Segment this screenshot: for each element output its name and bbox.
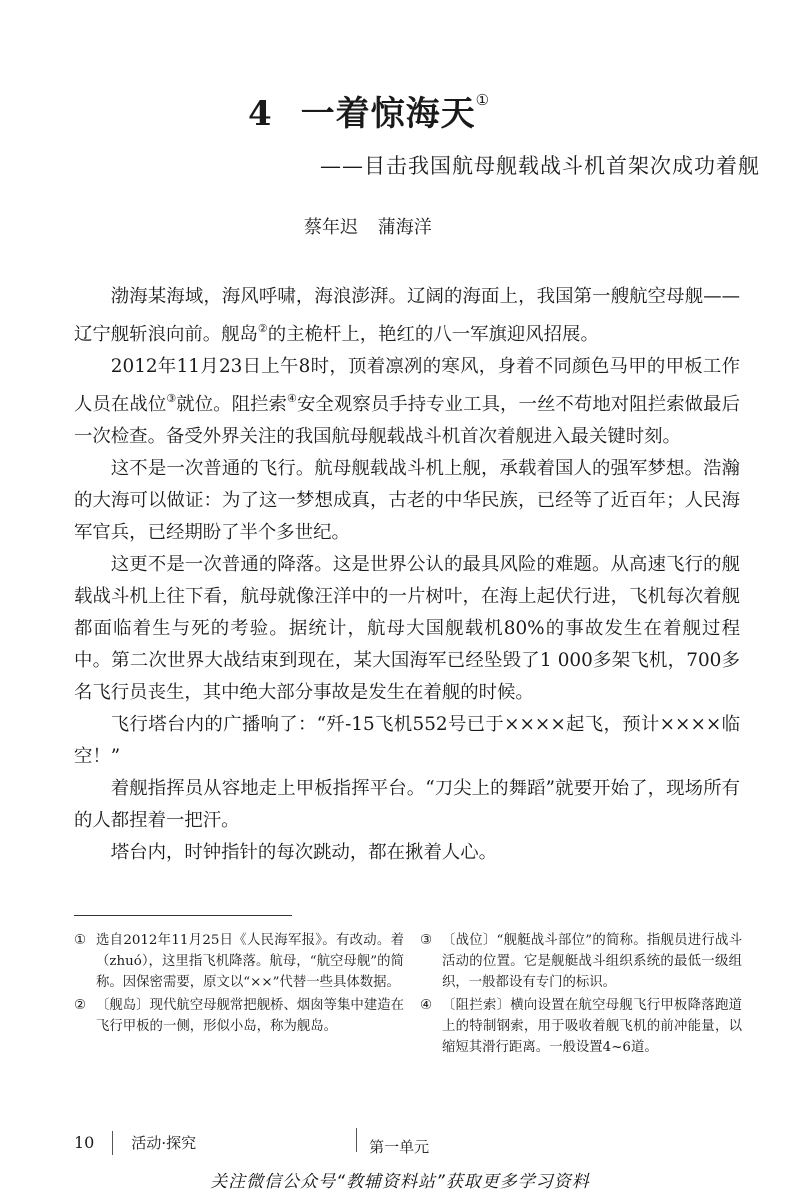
lesson-title [248, 86, 490, 135]
footnote-mark: ② [74, 998, 87, 1013]
unit-name: 第一单元 [369, 1138, 430, 1156]
section-name: 活动·探究 [131, 1134, 197, 1152]
footnote-3 [420, 930, 742, 993]
footnote-mark: ③ [420, 933, 433, 948]
lesson-number: 4 [248, 94, 273, 134]
footer-divider [112, 1131, 113, 1155]
page-footer [74, 1128, 429, 1157]
footnote-1 [74, 930, 404, 993]
paragraph-3: 这不是一次普通的飞行。航母舰载战斗机上舰，承载着国人的强军梦想。浩瀚的大海可以做证：为了这一梦想成真，古老的中华民族，已经等了近百年；人民海军官兵，已经期盼了半个多世纪。 [74, 458, 740, 543]
footnotes-right-column [420, 930, 742, 1060]
footnote-mark: ④ [420, 998, 433, 1013]
footnote-divider [74, 915, 292, 916]
article-body [74, 281, 740, 869]
footnote-ref-4: ④ [287, 392, 297, 405]
footnote-text: 选自2012年11月25日《人民海军报》。有改动。着（zhuó），这里指飞机降落。航母，“航空母舰”的简称。因保密需要，原文以“××”代替一些具体数据。 [96, 933, 404, 990]
footnote-ref-2: ② [257, 322, 268, 335]
footnotes-left-column [74, 930, 404, 1039]
paragraph-7: 塔台内，时钟指针的每次跳动，都在揪着人心。 [110, 842, 498, 863]
lesson-subtitle: ——目击我国航母舰载战斗机首架次成功着舰 [320, 154, 760, 178]
footnote-text: 〔战位〕“舰艇战斗部位”的简称。指舰员进行战斗活动的位置。它是舰艇战斗组织系统的最低一级组织，一般都设有专门的标识。 [442, 933, 742, 990]
footnote-mark: ① [74, 933, 87, 948]
title-footnote-mark: ① [475, 91, 491, 109]
footnote-text: 〔舰岛〕现代航空母舰常把舰桥、烟囱等集中建造在飞行甲板的一侧，形似小岛，称为舰岛。 [96, 998, 404, 1034]
footnote-text: 〔阻拦索〕横向设置在航空母舰飞行甲板降落跑道上的特制钢索，用于吸收着舰飞机的前冲能量，以缩短其滑行距离。一般设置4~6道。 [442, 998, 742, 1055]
footer-divider [356, 1128, 357, 1152]
paragraph-4: 这更不是一次普通的降落。这是世界公认的最具风险的难题。从高速飞行的舰载战斗机上往下看，航母就像汪洋中的一片树叶，在海上起伏行进，飞机每次着舰都面临着生与死的考验。据统计，航母大国舰载机80%的事故发生在着舰过程中。第二次世界大战结束到现在，某大国海军已经坠毁了1 000多架飞机，700多名飞行员丧生，其中绝大部分事故是发生在着舰的时候。 [74, 554, 740, 703]
paragraph-6: 着舰指挥员从容地走上甲板指挥平台。“刀尖上的舞蹈”就要开始了，现场所有的人都捏着一把汗。 [74, 778, 740, 831]
paragraph-1: 渤海某海域，海风呼啸，海浪澎湃。辽阔的海面上，我国第一艘航空母舰——辽宁舰斩浪向前。舰岛②的主桅杆上，艳红的八一军旗迎风招展。 [74, 286, 740, 345]
footnote-2 [74, 995, 404, 1037]
lesson-title-text: 一着惊海天 [300, 94, 476, 134]
paragraph-5: 飞行塔台内的广播响了：“歼-15飞机552号已于××××起飞，预计××××临空！” [74, 714, 740, 767]
footnote-4 [420, 995, 742, 1058]
page-number: 10 [74, 1133, 95, 1152]
paragraph-2: 2012年11月23日上午8时，顶着凛冽的寒风，身着不同颜色马甲的甲板工作人员在战位③就位。阻拦索④安全观察员手持专业工具，一丝不苟地对阻拦索做最后一次检查。备受外界关注的我国航母舰载战斗机首次着舰进入最关键时刻。 [74, 356, 740, 447]
unit-name-wrapper [356, 1128, 429, 1157]
footnote-ref-3: ③ [166, 392, 177, 405]
watermark-text: 关注微信公众号“教辅资料站”获取更多学习资料 [210, 1172, 590, 1192]
authors: 蔡年迟 蒲海洋 [304, 217, 432, 238]
